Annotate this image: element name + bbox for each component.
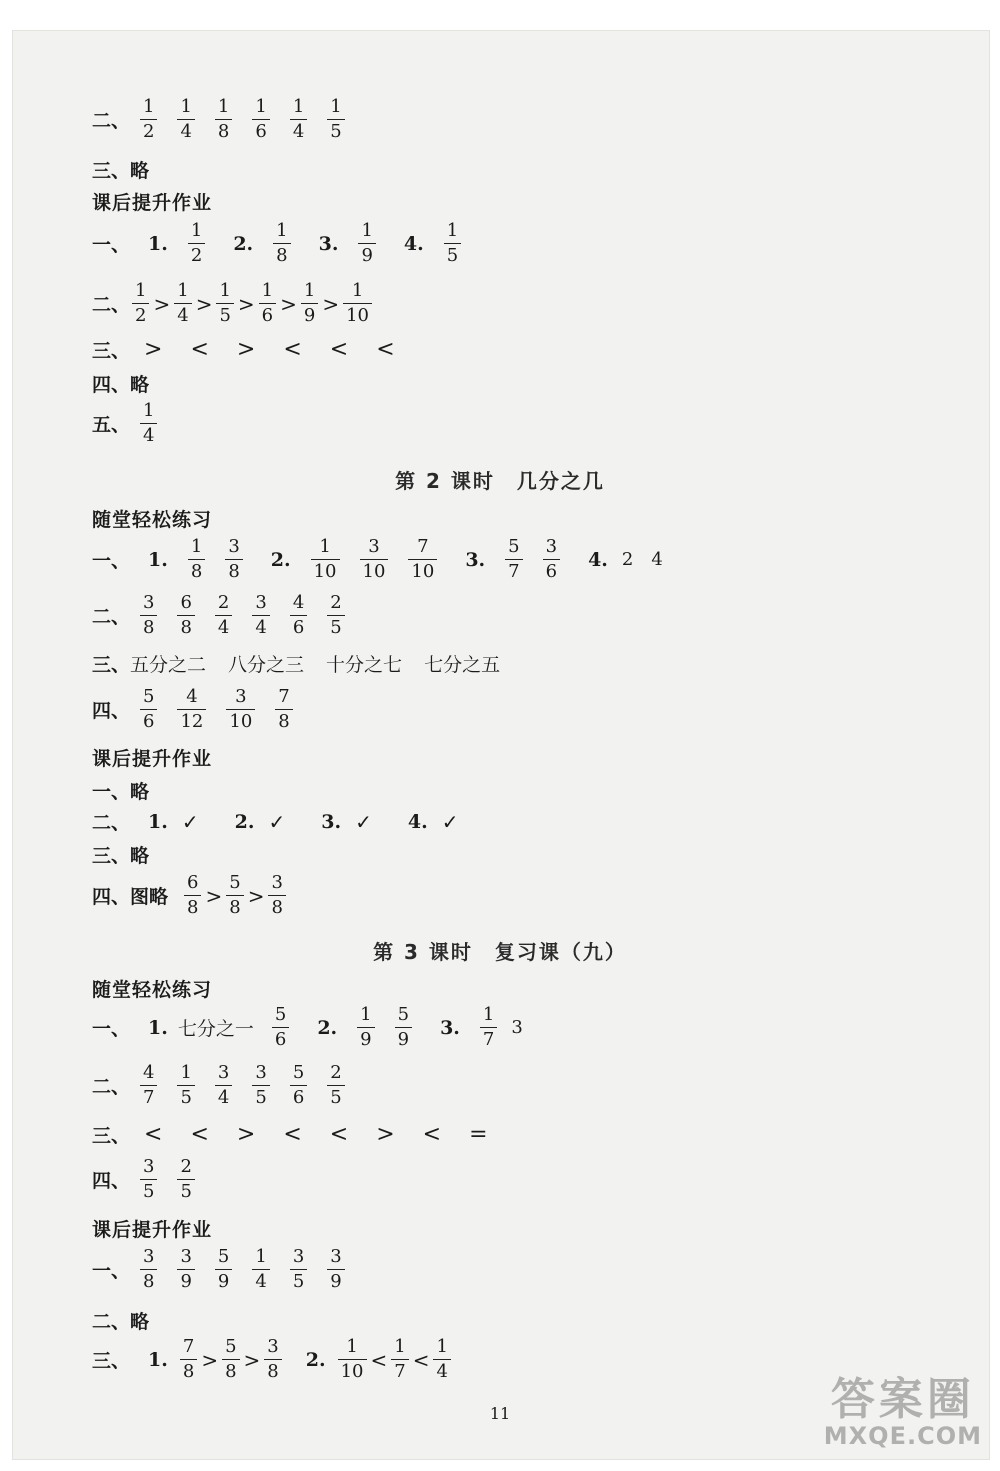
row-label: 二、	[92, 110, 131, 132]
row-label: 三、	[92, 1350, 131, 1372]
comparison-sign: >	[237, 291, 255, 316]
answer-row	[92, 1248, 355, 1291]
comparison-sign: >	[195, 291, 213, 316]
fraction: $\frac{7}{8}$	[275, 688, 292, 731]
answer-word: 七分之一	[177, 1018, 254, 1040]
answer-row	[92, 1158, 205, 1201]
item-number: 1.	[148, 548, 168, 571]
answer-word: 十分之七	[326, 654, 403, 676]
item-number: 3.	[321, 810, 342, 833]
fraction: $\frac{1}{4}$	[252, 1248, 269, 1291]
section-title: 第 3 课时 复习课（九）	[373, 940, 627, 964]
page-number: 11	[489, 1404, 511, 1423]
comparison-sign: <	[283, 337, 302, 362]
fraction: $\frac{6}{8}$	[177, 594, 194, 637]
fraction: $\frac{1}{4}$	[140, 402, 157, 445]
fraction: $\frac{3}{6}$	[543, 538, 560, 581]
fraction: $\frac{5}{9}$	[395, 1006, 412, 1049]
answer-row	[92, 841, 149, 868]
fraction: $\frac{3}{9}$	[327, 1248, 344, 1291]
answer-word: 七分之五	[424, 654, 501, 676]
fraction: $\frac{3}{5}$	[290, 1248, 307, 1291]
fraction: $\frac{6}{8}$	[184, 874, 201, 917]
row-label: 一、	[92, 1018, 131, 1040]
item-number: 4.	[588, 548, 608, 571]
comparison-sign: >	[376, 1122, 395, 1147]
answer-row	[92, 594, 355, 637]
answer-row	[92, 777, 149, 804]
answer-row	[92, 808, 476, 835]
fraction: $\frac{7}{10}$	[408, 538, 437, 581]
row-label: 三、	[92, 340, 131, 362]
watermark-url: MXQE.COM	[823, 1422, 982, 1450]
fraction: $\frac{4}{12}$	[177, 688, 206, 731]
row-label: 一、	[92, 234, 131, 256]
item-number: 2.	[233, 232, 254, 255]
item-number: 1.	[148, 810, 168, 833]
comparison-sign: >	[153, 291, 171, 316]
fraction: $\frac{4}{7}$	[140, 1064, 157, 1107]
row-label: 四、	[92, 1170, 131, 1192]
watermark-text: 答案圈	[830, 1374, 975, 1425]
comparison-sign: >	[236, 337, 256, 362]
row-text: 一、略	[92, 781, 150, 803]
answer-row	[92, 98, 355, 141]
fraction: $\frac{5}{7}$	[505, 538, 522, 581]
fraction: $\frac{1}{4}$	[290, 98, 307, 141]
comparison-sign: >	[144, 337, 163, 362]
comparison-sign: >	[236, 1122, 256, 1147]
check-mark: ✓	[355, 809, 372, 834]
fraction: $\frac{1}{9}$	[301, 282, 318, 325]
fraction: $\frac{5}{8}$	[226, 874, 243, 917]
fraction: $\frac{2}{4}$	[215, 594, 232, 637]
fraction: $\frac{4}{6}$	[290, 594, 307, 637]
fraction: $\frac{1}{2}$	[140, 98, 157, 141]
fraction: $\frac{5}{8}$	[222, 1338, 239, 1381]
fraction: $\frac{1}{5}$	[327, 98, 344, 141]
answer-row	[92, 874, 288, 917]
fraction: $\frac{1}{5}$	[177, 1064, 194, 1107]
fraction: $\frac{3}{8}$	[264, 1338, 281, 1381]
fraction: $\frac{5}{6}$	[140, 688, 157, 731]
fraction: $\frac{5}{9}$	[215, 1248, 232, 1291]
fraction: $\frac{3}{10}$	[226, 688, 255, 731]
fraction: $\frac{1}{8}$	[273, 222, 290, 265]
fraction: $\frac{3}{8}$	[140, 594, 157, 637]
answer-row	[92, 1338, 453, 1381]
fraction: $\frac{1}{2}$	[188, 222, 205, 265]
answer-row	[92, 282, 374, 325]
comparison-sign: =	[469, 1122, 488, 1147]
item-number: 1.	[148, 232, 168, 255]
comparison-sign: <	[422, 1122, 442, 1147]
fraction: $\frac{1}{4}$	[433, 1338, 450, 1381]
fraction: $\frac{7}{8}$	[180, 1338, 197, 1381]
fraction: $\frac{1}{2}$	[132, 282, 149, 325]
answer-row	[92, 336, 409, 363]
answer-word: 五分之二	[130, 654, 207, 676]
row-text: 二、略	[92, 1311, 150, 1333]
comparison-sign: <	[370, 1347, 388, 1372]
fraction: $\frac{5}{6}$	[290, 1064, 307, 1107]
answer-row	[92, 1064, 355, 1107]
row-text: 三、略	[92, 845, 150, 867]
row-label: 二、	[92, 606, 131, 628]
fraction: $\frac{3}{10}$	[360, 538, 389, 581]
fraction: $\frac{1}{10}$	[343, 282, 372, 325]
fraction: $\frac{3}{5}$	[140, 1158, 157, 1201]
comparison-sign: <	[376, 337, 395, 362]
comparison-sign: <	[329, 337, 349, 362]
item-number: 2.	[234, 810, 255, 833]
item-number: 2.	[317, 1016, 338, 1039]
fraction: $\frac{1}{4}$	[174, 282, 191, 325]
row-label: 二、	[92, 812, 131, 834]
comparison-sign: <	[190, 337, 209, 362]
answer-row	[92, 402, 167, 445]
item-number: 3.	[465, 548, 486, 571]
answer-row	[92, 370, 149, 397]
fraction: $\frac{1}{7}$	[480, 1006, 497, 1049]
check-mark: ✓	[441, 809, 459, 834]
comparison-sign: >	[280, 291, 297, 316]
item-number: 4.	[403, 232, 424, 255]
row-text: 三、略	[92, 160, 150, 182]
fraction: $\frac{1}{6}$	[259, 282, 276, 325]
fraction: $\frac{5}{6}$	[272, 1006, 289, 1049]
item-number: 3.	[318, 232, 339, 255]
comparison-sign: <	[144, 1122, 163, 1147]
watermark-logo	[823, 1374, 982, 1450]
subheading: 随堂轻松练习	[92, 979, 213, 1001]
check-mark: ✓	[268, 809, 286, 834]
answer-row	[92, 1006, 537, 1049]
row-label: 一、	[92, 550, 131, 572]
comparison-sign: >	[243, 1347, 261, 1372]
comparison-sign: >	[201, 1347, 219, 1372]
row-text: 四、略	[92, 374, 150, 396]
fraction: $\frac{1}{4}$	[177, 98, 194, 141]
fraction: $\frac{2}{5}$	[327, 594, 344, 637]
answer-value: 3	[511, 1017, 523, 1038]
comparison-sign: >	[205, 883, 223, 908]
fraction: $\frac{1}{8}$	[215, 98, 232, 141]
fraction: $\frac{1}{10}$	[311, 538, 340, 581]
row-text: 图略	[130, 886, 169, 908]
fraction: $\frac{3}{5}$	[252, 1064, 269, 1107]
subheading: 课后提升作业	[92, 1219, 213, 1241]
fraction: $\frac{1}{8}$	[188, 538, 205, 581]
row-label: 三、	[92, 1125, 131, 1147]
answer-row	[92, 156, 149, 183]
fraction: $\frac{2}{5}$	[177, 1158, 194, 1201]
comparison-sign: >	[247, 883, 265, 908]
row-label: 四、	[92, 700, 131, 722]
fraction: $\frac{1}{5}$	[444, 222, 461, 265]
answer-word: 八分之三	[228, 654, 305, 676]
row-label: 一、	[92, 1260, 131, 1282]
comparison-sign: <	[329, 1122, 349, 1147]
row-label: 四、	[92, 886, 131, 908]
fraction: $\frac{3}{8}$	[225, 538, 242, 581]
row-label: 五、	[92, 414, 131, 436]
fraction: $\frac{2}{5}$	[327, 1064, 344, 1107]
item-number: 3.	[440, 1016, 460, 1039]
answer-row	[92, 1121, 502, 1148]
subheading: 课后提升作业	[92, 192, 213, 214]
fraction: $\frac{1}{9}$	[358, 222, 375, 265]
row-label: 二、	[92, 294, 131, 316]
answer-row	[92, 688, 303, 731]
item-number: 1.	[148, 1016, 168, 1039]
subheading: 随堂轻松练习	[92, 509, 213, 531]
item-number: 2.	[270, 548, 291, 571]
comparison-sign: <	[190, 1122, 209, 1147]
answer-row	[92, 650, 522, 677]
fraction: $\frac{3}{8}$	[140, 1248, 157, 1291]
check-mark: ✓	[181, 809, 199, 834]
comparison-sign: <	[412, 1347, 430, 1372]
fraction: $\frac{3}{9}$	[177, 1248, 194, 1291]
fraction: $\frac{1}{10}$	[338, 1338, 367, 1381]
fraction: $\frac{3}{8}$	[268, 874, 285, 917]
item-number: 1.	[148, 1348, 168, 1371]
answer-row	[92, 1307, 149, 1334]
answer-row	[92, 222, 471, 265]
answer-row	[92, 538, 677, 581]
fraction: $\frac{1}{7}$	[391, 1338, 408, 1381]
fraction: $\frac{3}{4}$	[252, 594, 269, 637]
section-title: 第 2 课时 几分之几	[395, 469, 605, 493]
row-label: 三、	[92, 654, 131, 676]
item-number: 4.	[407, 810, 428, 833]
subheading: 课后提升作业	[92, 748, 213, 770]
fraction: $\frac{1}{5}$	[216, 282, 233, 325]
comparison-sign: >	[322, 291, 340, 316]
fraction: $\frac{1}{9}$	[357, 1006, 374, 1049]
item-number: 2.	[305, 1348, 326, 1371]
answer-value: 2	[621, 549, 634, 570]
fraction: $\frac{3}{4}$	[215, 1064, 232, 1107]
comparison-sign: <	[283, 1122, 302, 1147]
answer-value: 4	[651, 549, 663, 570]
row-label: 二、	[92, 1076, 131, 1098]
fraction: $\frac{1}{6}$	[252, 98, 269, 141]
